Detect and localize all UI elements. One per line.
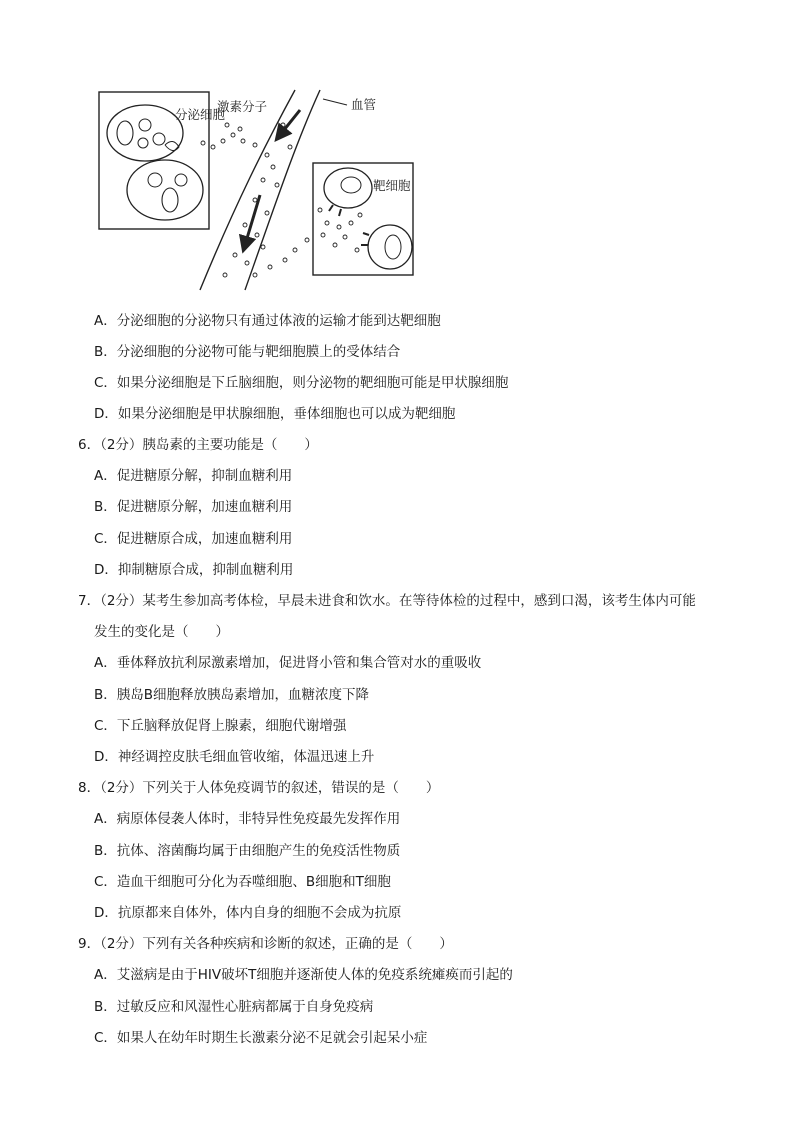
- q9-option-a: A．艾滋病是由于HIV破坏T细胞并逐渐使人体的免疫系统瘫痪而引起的: [94, 967, 513, 983]
- q5-option-b: B．分泌细胞的分泌物可能与靶细胞膜上的受体结合: [94, 344, 401, 360]
- blood-flow-arrow: [245, 195, 260, 245]
- q8-stem: 8．（2分）下列关于人体免疫调节的叙述，错误的是（ ）: [78, 780, 440, 796]
- q8-option-c: C．造血干细胞可分化为吞噬细胞、B细胞和T细胞: [94, 874, 391, 890]
- secretory-granule: [148, 173, 162, 187]
- vessel-label: 血管: [351, 97, 377, 112]
- target-cell-label: 靶细胞: [373, 178, 411, 193]
- q6-option-d: D．抑制糖原合成，抑制血糖利用: [94, 562, 294, 578]
- secretory-cell-nucleus: [117, 121, 133, 145]
- secretory-cell: [107, 105, 183, 161]
- q5-option-d: D．如果分泌细胞是甲状腺细胞，垂体细胞也可以成为靶细胞: [94, 406, 456, 422]
- q7-option-d: D．神经调控皮肤毛细血管收缩，体温迅速上升: [94, 749, 375, 765]
- q9-option-b: B．过敏反应和风湿性心脏病都属于自身免疫病: [94, 999, 374, 1015]
- q6-stem: 6．（2分）胰岛素的主要功能是（ ）: [78, 437, 318, 453]
- hormone-label: 激素分子: [217, 99, 268, 114]
- target-cell: [368, 225, 412, 269]
- vessel-label-leader: [323, 99, 347, 105]
- q6-option-b: B．促进糖原分解，加速血糖利用: [94, 499, 293, 515]
- secretory-granule: [175, 174, 187, 186]
- q7-stem-continued: 发生的变化是（ ）: [94, 624, 229, 640]
- q7-option-b: B．胰岛B细胞释放胰岛素增加，血糖浓度下降: [94, 687, 370, 703]
- q5-option-c: C．如果分泌细胞是下丘脑细胞，则分泌物的靶细胞可能是甲状腺细胞: [94, 375, 509, 391]
- q9-stem: 9．（2分）下列有关各种疾病和诊断的叙述，正确的是（ ）: [78, 936, 453, 952]
- secretory-granule: [139, 119, 151, 131]
- secretory-granule: [153, 133, 165, 145]
- q6-option-a: A．促进糖原分解，抑制血糖利用: [94, 468, 293, 484]
- q7-option-a: A．垂体释放抗利尿激素增加，促进肾小管和集合管对水的重吸收: [94, 655, 482, 671]
- secretory-granule: [138, 138, 148, 148]
- blood-vessel-wall: [245, 90, 320, 290]
- secretory-cell-label: 分泌细胞: [175, 107, 226, 122]
- secretory-cell-nucleus: [162, 188, 178, 212]
- q8-option-d: D．抗原都来自体外，体内自身的细胞不会成为抗原: [94, 905, 402, 921]
- q7-stem: 7．（2分）某考生参加高考体检，早晨未进食和饮水。在等待体检的过程中，感到口渴，该考生体内可能: [78, 593, 696, 609]
- hormone-molecules: [201, 123, 309, 277]
- target-cell-nucleus: [385, 235, 401, 259]
- target-cell: [324, 168, 372, 208]
- hormone-transport-diagram: [95, 85, 475, 295]
- q8-option-a: A．病原体侵袭人体时，非特异性免疫最先发挥作用: [94, 811, 401, 827]
- q6-option-c: C．促进糖原合成，加速血糖利用: [94, 531, 293, 547]
- q8-option-b: B．抗体、溶菌酶均属于由细胞产生的免疫活性物质: [94, 843, 401, 859]
- q5-option-a: A．分泌细胞的分泌物只有通过体液的运输才能到达靶细胞: [94, 313, 441, 329]
- exocytosis-vesicle: [165, 141, 179, 150]
- q9-option-c: C．如果人在幼年时期生长激素分泌不足就会引起呆小症: [94, 1030, 428, 1046]
- q7-option-c: C．下丘脑释放促肾上腺素，细胞代谢增强: [94, 718, 347, 734]
- target-cell-nucleus: [341, 177, 361, 193]
